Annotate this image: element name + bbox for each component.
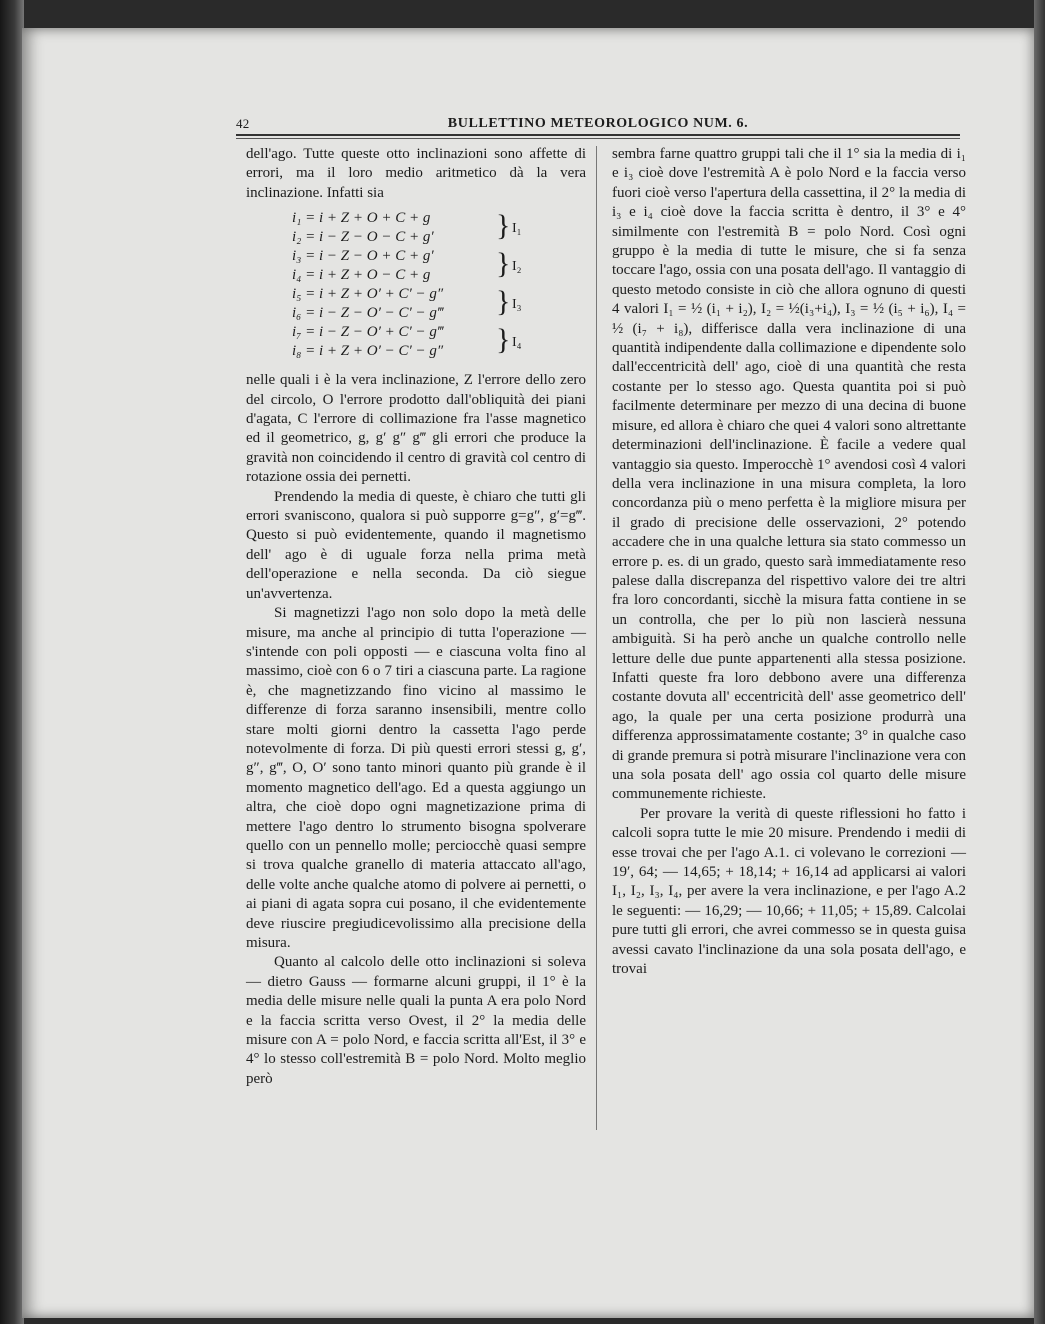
paragraph-5: sembra farne quattro gruppi tali che il 1° sia la media di i₁ e i₃ cioè dove l'estremità A è polo Nord e la faccia verso fuori cioè verso l'apertura della cassettina, il 2° la media di i₃ e i₄ cioè dove la faccia scritta è dentro, il 3° e 4° similmente con l'estremità B = polo Nord. Così ogni gruppo è la media di tutte le misure, che si fa senza toccare l'ago, ossia con una posata dell'ago. Il vantaggio di questo metodo consiste in ciò che allora ognuno di questi 4 valori I₁ = ½ (i₁ + i₂), I₂ = ½(i₃+i₄), I₃ = ½ (i₅ + i₆), I₄ = ½ (i₇ + i₈), differisce dalla vera inclinazione di una quantità indipendente dalla collimazione e dipendente solo dall'eccentricità dell' ago, cioè di una quantità che resta costante per lo stesso ago. Questa quantita poi si può facilmente determinare per mezzo di una decina di buone misure, ed allora è chiaro che quei 4 valori sono altrettante determinazioni dell'inclinazione. È facile a vedere qual vantaggio sia questo. Imperocchè 1° avendosi così 4 valori della vera inclinazione in una misura completa, la loro concordanza più o meno perfetta è la migliore misura per il grado di precisione delle osservazioni, 2° potendo accadere che in una qualche lettura sia stato commesso un errore p. es. di un grado, questo sarà immediatamente reso palese dalla discrepanza del rispettivo valore dei tre altri fra loro concordanti, sicchè la misura fatta contiene in se un controlla, che per lo più non lascierà nessuna ambiguità. Si ha però anche un qualche controllo nelle letture delle due punte appartenenti alla stessa posizione. Infatti queste fra loro debbono avere una differenza costante dovuta all' eccentricità dell' asse geometrico dell' ago, la quale per una certa posizione produrrà una differenza approssimatamente costante; 3° in qualche caso di grande premura si potrà misurare l'inclinazione vera con una sola posata dell' ago ossia col quarto delle misure communemente richieste. (612, 146, 966, 803)
equation-6: i₆ = i − Z − O′ − C′ − g‴ (292, 305, 444, 322)
scan-shadow-left (0, 0, 24, 1324)
brace-icon: } (496, 247, 511, 281)
paragraph-2: Prendendo la media di queste, è chiaro che tutti gli errori svaniscono, qualora si può supporre g=g″, g′=g‴. Questo si può evidentemente, quando il magnetismo dell' ago è di uguale forza nella prima metà dell'operazione e nella seconda. Da ciò siegue un'avvertenza. (246, 488, 586, 602)
paragraph-6: Per provare la verità di queste riflessioni ho fatto i calcoli sopra tutte le mie 20 misure. Prendendo i medii di esse trovai che per l'ago A.1. ci volevano le correzioni — 19′, 64; — 14,65; + 18,14; + 16,14 ad applicarsi ai valori I₁, I₂, I₃, I₄, per avere la vera inclinazione, e per l'ago A.2 le seguenti: — 16,29; — 10,66; + 11,05; + 15,89. Calcolai pure tutti gli errori, che avrei commesso se in questa guisa avessi cavato l'inclinazione da una sola posata dell'ago, e trovai (612, 805, 966, 978)
page-header (236, 114, 960, 136)
brace-icon: } (496, 285, 511, 319)
header-rule-thin (236, 138, 960, 139)
brace-label-4: I₄ (512, 335, 522, 351)
equation-block (246, 203, 586, 437)
running-title: BULLETTINO METEOROLOGICO NUM. 6. (447, 116, 749, 131)
brace-label-1: I₁ (512, 221, 522, 237)
right-column (612, 145, 966, 979)
scan-shadow-right (1034, 0, 1045, 1324)
brace-label-2: I₂ (512, 259, 522, 275)
header-rule (236, 134, 960, 136)
equation-7: i₇ = i − Z − O′ + C′ − g‴ (292, 324, 444, 341)
equation-2: i₂ = i − Z − O − C + g′ (292, 229, 434, 246)
paragraph-4: Quanto al calcolo delle otto inclinazioni si soleva — dietro Gauss — formarne alcuni gruppi, il 1° è la media delle misure nelle quali la punta A era polo Nord e la faccia scritta verso Ovest, il 2° la media delle misure con A = polo Nord, e faccia scritta all'Est, il 3° e 4° lo stesso coll'estremità B = polo Nord. Molto meglio però (246, 954, 586, 1087)
equation-8: i₈ = i + Z + O′ − C′ − g″ (292, 343, 444, 360)
brace-icon: } (496, 323, 511, 357)
equation-3: i₃ = i − Z − O + C + g′ (292, 248, 434, 265)
equation-4: i₄ = i + Z + O − C + g (292, 267, 431, 284)
brace-icon: } (496, 209, 511, 243)
equation-5: i₅ = i + Z + O′ + C′ − g″ (292, 286, 444, 303)
equation-1: i₁ = i + Z + O + C + g (292, 210, 431, 227)
paragraph-3: Si magnetizzi l'ago non solo dopo la metà delle misure, ma anche al principio di tutta l'operazione — s'intende con poli opposti — e ciascuna volta fino al massimo, cioè con 6 o 7 tiri a ciascuna parte. La ragione è, che magnetizzando fino vicino al massimo le differenze di forza saranno insensibili, mentre collo stare molti giorni dentro la cassetta l'ago perde notevolmente di forza. Di più questi errori stessi g, g′, g″, g‴, O, O′ sono tanto minori quanto più grande è il momento magnetico dell'ago. Ed a questa aggiungo un altra, che cioè dopo ogni magnetizazione prima di mettere l'ago dentro lo strumento bisogna spolverare quello con un pennello molle; perciocchè quasi sempre si trova qualche granello di materia attaccato all'ago, delle volte anche qualche atomo di polvere ai pernetti, o ai piani di agata sopra cui posano, il che evidentemente deve riuscire pregiudicevolissimo alla precisione della misura. (246, 605, 586, 951)
paragraph-1: nelle quali i è la vera inclinazione, Z l'errore dello zero del circolo, O l'errore prodotto dall'obliquità dei piani d'agata, C l'errore di collimazione fra l'asse magnetico ed il geometrico, g, g′ g″ g‴ gli errori che produce la gravità non coincidendo il centro di gravità col centro di rotazione ossia dei pernetti. (246, 372, 586, 486)
brace-label-3: I₃ (512, 297, 522, 313)
page-number: 42 (236, 116, 250, 131)
left-column (246, 145, 586, 1089)
intro-paragraph: dell'ago. Tutte queste otto inclinazioni sono affette di errori, ma il loro medio aritmetico dà la vera inclinazione. Infatti sia (246, 146, 586, 201)
column-divider (596, 146, 597, 1130)
